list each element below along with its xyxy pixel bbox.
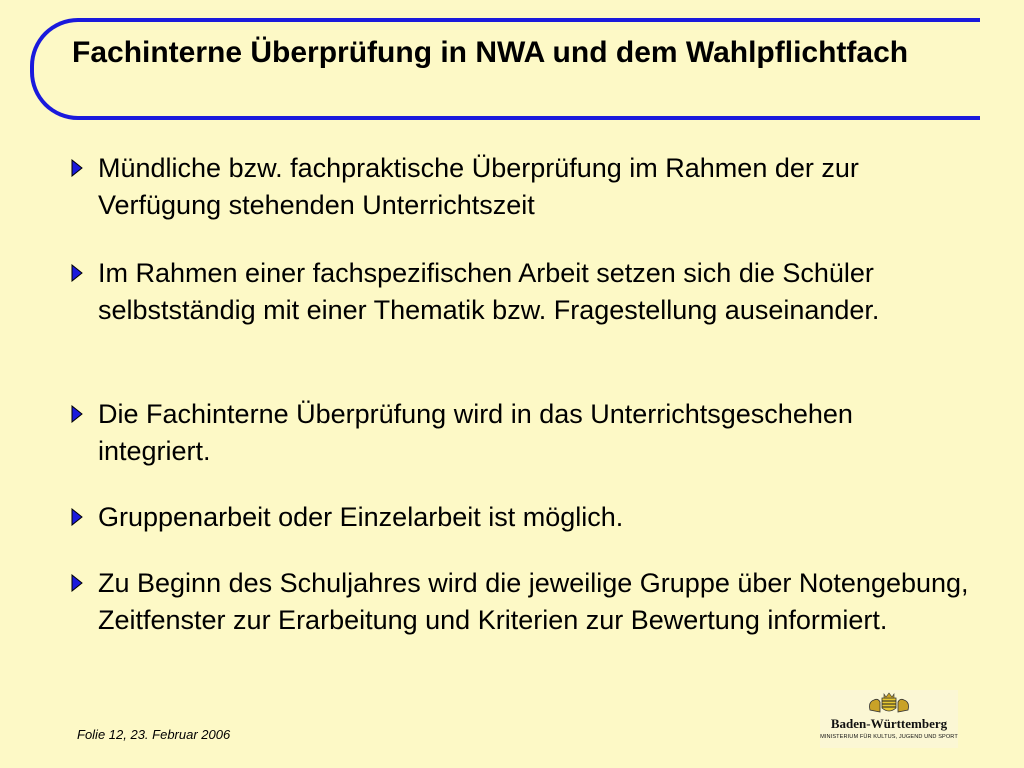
bullet-text: Im Rahmen einer fachspezifischen Arbeit setzen sich die Schüler selbstständig mit einer Thematik bzw. Fragestellung auseinander. <box>98 258 880 325</box>
ministry-logo <box>820 690 958 748</box>
logo-subtitle: MINISTERIUM FÜR KULTUS, JUGEND UND SPORT <box>820 734 958 740</box>
slide-title: Fachinterne Überprüfung in NWA und dem Wahlpflichtfach <box>72 36 909 69</box>
triangle-right-icon <box>70 159 98 183</box>
bullet-item <box>70 396 970 470</box>
bullet-item <box>70 565 970 639</box>
bullet-text: Mündliche bzw. fachpraktische Überprüfung im Rahmen der zur Verfügung stehenden Unterrichtszeit <box>98 153 859 220</box>
bullet-item <box>70 150 970 224</box>
bullet-item <box>70 499 970 536</box>
coat-of-arms-icon <box>866 692 912 716</box>
triangle-right-icon <box>70 264 98 288</box>
bullet-text: Die Fachinterne Überprüfung wird in das Unterrichtsgeschehen integriert. <box>98 399 853 466</box>
bullet-text: Gruppenarbeit oder Einzelarbeit ist möglich. <box>98 502 624 532</box>
slide-footer: Folie 12, 23. Februar 2006 <box>77 727 231 742</box>
bullet-text: Zu Beginn des Schuljahres wird die jeweilige Gruppe über Notengebung, Zeitfenster zur Erarbeitung und Kriterien zur Bewertung informiert. <box>98 568 969 635</box>
bullet-item <box>70 255 970 329</box>
logo-name: Baden-Württemberg <box>830 716 948 731</box>
triangle-right-icon <box>70 508 98 532</box>
triangle-right-icon <box>70 405 98 429</box>
triangle-right-icon <box>70 574 98 598</box>
